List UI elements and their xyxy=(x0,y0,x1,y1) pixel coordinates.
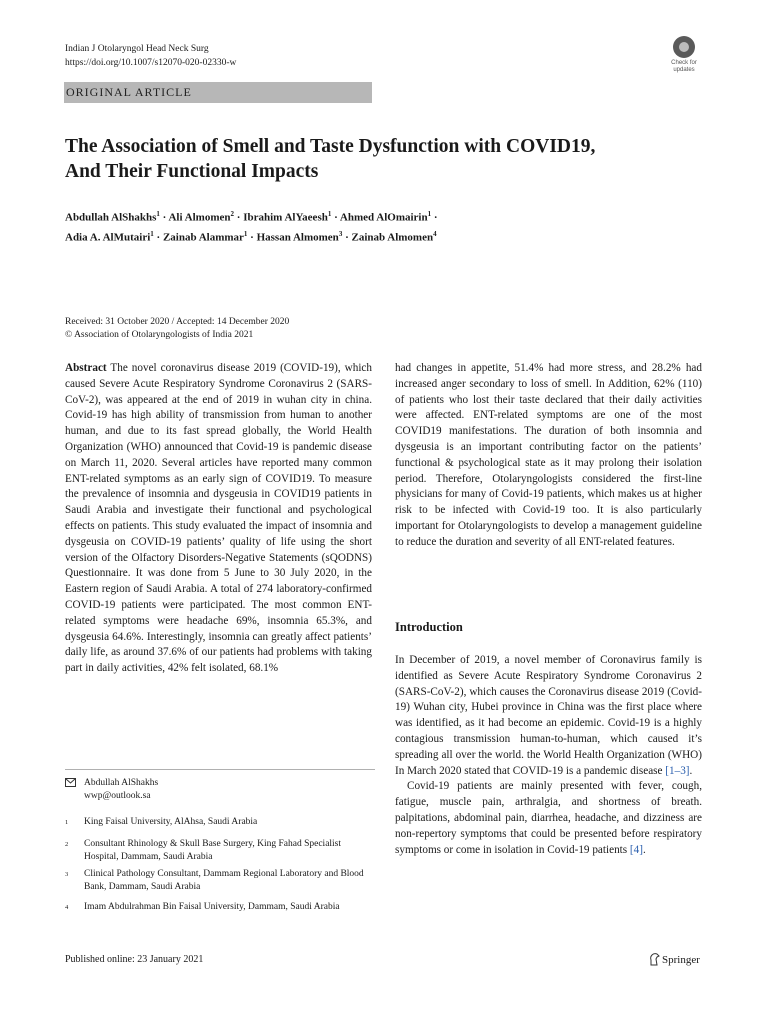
check-updates-icon xyxy=(673,36,695,58)
check-updates-label: Check for updates xyxy=(671,60,697,73)
author-name[interactable]: Adia A. AlMutairi xyxy=(65,231,151,244)
author-name[interactable]: Ahmed AlOmairin xyxy=(339,211,428,224)
springer-horse-icon xyxy=(648,952,660,969)
affiliation-4: 4 Imam Abdulrahman Bin Faisal University, Dammam, Saudi Arabia xyxy=(65,902,340,912)
correspondence xyxy=(65,777,158,803)
corresponding-author-name: Abdullah AlShakhs xyxy=(84,778,159,788)
abstract-label: Abstract xyxy=(65,362,107,374)
envelope-icon xyxy=(65,778,76,792)
publisher-logo xyxy=(648,952,700,969)
author-affiliation: 2 xyxy=(230,210,235,218)
affiliation-3: 3 Clinical Pathology Consultant, Dammam Regional Laboratory and Blood Bank, Dammam, Saudi Arabia xyxy=(65,869,364,892)
author-affiliation: 1 xyxy=(327,210,332,218)
author-affiliation: 3 xyxy=(338,229,343,238)
title-line-2: And Their Functional Impacts xyxy=(65,161,319,182)
title-line-1: The Association of Smell and Taste Dysfunction with COVID19, xyxy=(65,136,596,157)
received-accepted: Received: 31 October 2020 / Accepted: 14 December 2020 xyxy=(65,317,290,327)
author-name[interactable]: Hassan Almomen xyxy=(256,231,339,244)
abstract xyxy=(65,361,372,677)
journal-name: Indian J Otolaryngol Head Neck Surg xyxy=(65,44,209,54)
doi-link[interactable]: https://doi.org/10.1007/s12070-020-02330-w xyxy=(65,58,237,68)
abstract-continuation-text: had changes in appetite, 51.4% had more stress, and 28.2% had increased anger secondary to loss of smell. In Addition, 62% (110) of patients who lost their taste declared that their daily activities were affected. ENT-related symptoms are one of the most COVID19 manifestations. The duration of both insomnia and dysgeusia is an important contributing factor on the patients’ functional & psychological state as it may prolong their isolation period. Therefore, Otolaryngologists considered the first-line physicians for many of Covid-19 patients, which makes us at higher risk to be infected with Covid-19 too. It is also particularly important for Otolaryngologists to develop a management guideline to reduce the duration and severity of all ENT-related features. xyxy=(395,362,702,548)
author-affiliation: 1 xyxy=(156,210,160,218)
published-online: Published online: 23 January 2021 xyxy=(65,954,204,965)
author-line-2: Adia A. AlMutairi$^1$ · Zainab Alammar$^1$ · Hassan Almomen$^3$ · Zainab Almomen$^4$ xyxy=(65,229,437,244)
author-name[interactable]: Ali Almomen xyxy=(168,211,231,224)
affiliation-2: 2 Consultant Rhinology & Skull Base Surgery, King Fahad Specialist Hospital, Dammam, Saudi Arabia xyxy=(65,839,342,862)
author-name[interactable]: Zainab Almomen xyxy=(351,231,434,244)
springer-label: Springer xyxy=(662,954,700,967)
author-list xyxy=(65,206,715,245)
author-line-1: Abdullah AlShakhs$^1$ · Ali Almomen$^2$ · Ibrahim AlYaeesh$^1$ · Ahmed AlOmairin$^1$ · xyxy=(65,210,438,224)
citation-link[interactable]: [1–3] xyxy=(665,764,690,777)
article-type-badge: ORIGINAL ARTICLE xyxy=(64,82,372,103)
intro-paragraph-2: Covid-19 patients are mainly presented with fever, cough, fatigue, muscle pain, arthralgia, and shortness of breath. palpitations, abdominal pain, diarrhea, headache, and dizziness are non-repertory symptoms that could be presented before respiratory symptoms or come in isolation in Covid-19 patients [4]. xyxy=(395,780,702,856)
check-for-updates-button[interactable] xyxy=(664,36,704,74)
abstract-text: The novel coronavirus disease 2019 (COVID-19), which caused Severe Acute Respiratory Syndrome Coronavirus 2 (SARS-CoV-2), was appeared at the end of 2019 in wuhan city in china. Covid-19 has high ability of transmission from human to another human, and due to its fast spread globally, the World Health Organization (WHO) announced that Covid-19 is pandemic disease on March 11, 2020. Several articles have reported many common ENT-related symptoms as an early sign of COVID19. To measure the prevalence of insomnia and dysgeusia in COVID19 patients in Saudi Arabia and investigate their functional and psychological effects on patients. This study evaluated the impact of insomnia and dysgeusia on COVID-19 patients’ quality of life using the short version of the Olfactory Disorders-Negative Statements (sQODNS) Questionnaire. It was done from 5 June to 30 July 2020, in the Eastern region of Saudi Arabia. A total of 274 laboratory-confirmed COVID-19 patients were participated. The most common ENT-related symptoms were headache 69%, insomnia 65.3%, and dysgeusia 64.6%. Interestingly, insomnia can greatly affect patients’ daily life, as around 37.6% of our patients had problems with taking part in daily activities, 42% felt isolated, 68.1% xyxy=(65,362,372,675)
introduction-body xyxy=(395,653,702,858)
author-name[interactable]: Ibrahim AlYaeesh xyxy=(243,211,328,224)
author-affiliation: 1 xyxy=(150,229,154,238)
footnote-divider xyxy=(65,769,375,770)
citation-link[interactable]: [4] xyxy=(629,843,643,856)
corresponding-author-email[interactable]: wwp@outlook.sa xyxy=(84,791,151,801)
copyright-line: © Association of Otolaryngologists of India 2021 xyxy=(65,330,254,340)
section-heading-introduction: Introduction xyxy=(395,620,463,634)
article-dates xyxy=(65,316,289,342)
author-name[interactable]: Abdullah AlShakhs xyxy=(65,211,157,224)
author-affiliation: 1 xyxy=(243,229,248,238)
author-name[interactable]: Zainab Alammar xyxy=(162,231,244,244)
affiliation-1: 1 King Faisal University, AlAhsa, Saudi Arabia xyxy=(65,817,258,827)
author-affiliation: 4 xyxy=(433,229,437,238)
author-affiliation: 1 xyxy=(427,210,432,218)
intro-paragraph-1: In December of 2019, a novel member of Coronavirus family is identified as Severe Acute Respiratory Syndrome Coronavirus 2 (SARS-CoV-2), which causes the Coronavirus disease 2019 (Covid-19) Wuhan city, Hubei province in China was the first place where was identified, as it had become an epidemic. Covid-19 is a highly contagious transmission human-to-human, which caused it’s spreading all over the world. the World Health Organization (WHO) In March 2020 stated that COVID-19 is a pandemic disease [1–3]. xyxy=(395,654,702,777)
abstract-continuation xyxy=(395,361,702,551)
article-title xyxy=(65,134,705,184)
